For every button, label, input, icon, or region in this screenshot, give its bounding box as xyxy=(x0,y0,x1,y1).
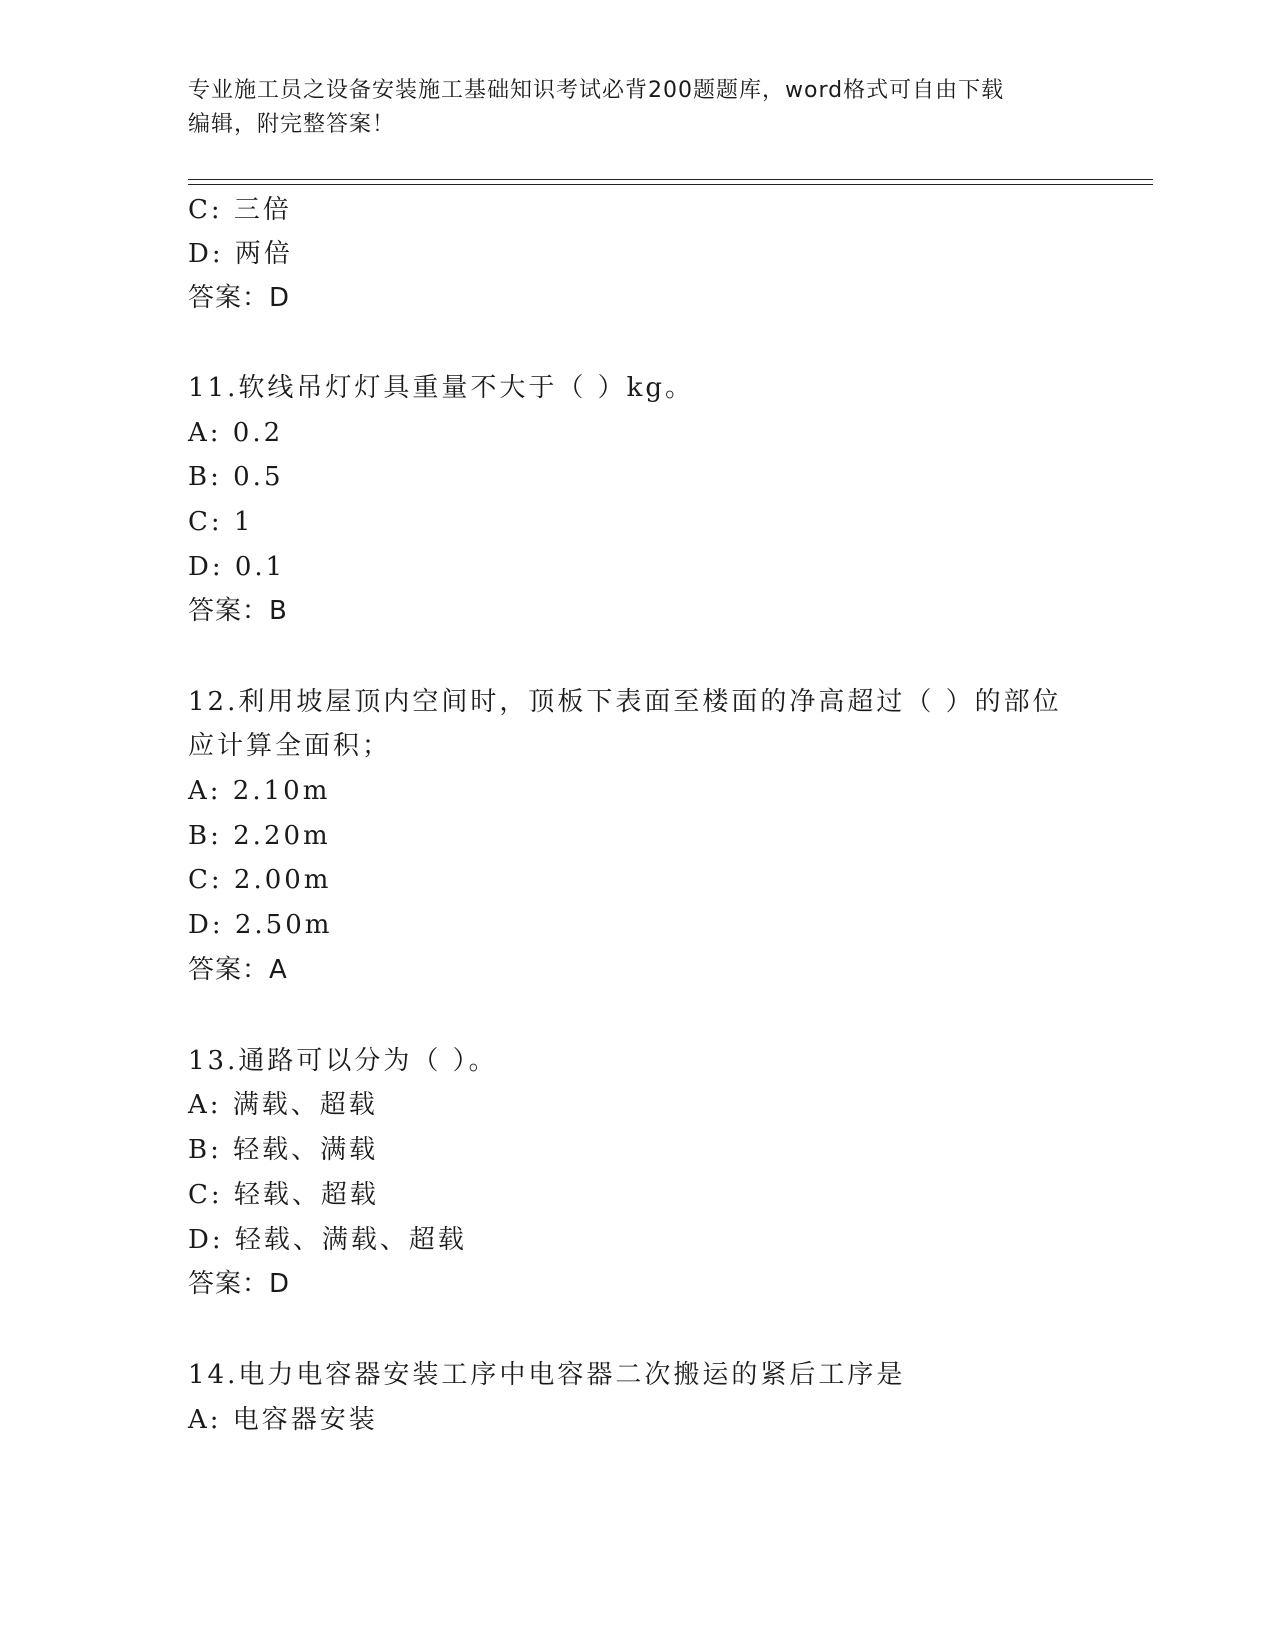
q13-stem: 13.通路可以分为（ ）。 xyxy=(188,1046,498,1076)
document-header xyxy=(188,74,1088,142)
header-divider-top xyxy=(188,179,1153,180)
q11-option-c: C: 1 xyxy=(188,507,254,537)
q13-option-c: C: 轻载、超载 xyxy=(188,1180,379,1210)
q13-option-a: A: 满载、超载 xyxy=(188,1090,378,1120)
q12-option-a: A: 2.10m xyxy=(188,776,331,806)
q11-option-d: D: 0.1 xyxy=(188,552,286,582)
q11-option-b: B: 0.5 xyxy=(188,462,284,492)
q11-option-a: A: 0.2 xyxy=(188,418,284,448)
q11-stem: 11.软线吊灯灯具重量不大于（ ）kg。 xyxy=(188,373,695,403)
q13-option-d: D: 轻载、满载、超载 xyxy=(188,1225,467,1255)
q12-option-d: D: 2.50m xyxy=(188,910,333,940)
q12-answer: 答案：A xyxy=(188,955,288,985)
q14-option-a: A: 电容器安装 xyxy=(188,1405,378,1435)
q12-option-c: C: 2.00m xyxy=(188,865,332,895)
q13-answer: 答案：D xyxy=(188,1269,291,1299)
q13-option-b: B: 轻载、满载 xyxy=(188,1135,379,1165)
q12-stem-line1: 12.利用坡屋顶内空间时，顶板下表面至楼面的净高超过（ ）的部位 xyxy=(188,687,1062,717)
prev-option-c: C: 三倍 xyxy=(188,195,292,225)
prev-answer: 答案：D xyxy=(188,283,291,313)
header-title-line1: 专业施工员之设备安装施工基础知识考试必背200题题库，word格式可自由下载 xyxy=(188,78,1005,103)
q11-answer: 答案：B xyxy=(188,596,288,626)
q12-stem-line2: 应计算全面积； xyxy=(188,731,392,761)
q12-option-b: B: 2.20m xyxy=(188,821,331,851)
prev-option-d: D: 两倍 xyxy=(188,239,293,269)
q14-stem: 14.电力电容器安装工序中电容器二次搬运的紧后工序是 xyxy=(188,1360,906,1390)
header-title-line2: 编辑，附完整答案！ xyxy=(188,112,396,137)
header-divider-bottom xyxy=(188,184,1153,185)
